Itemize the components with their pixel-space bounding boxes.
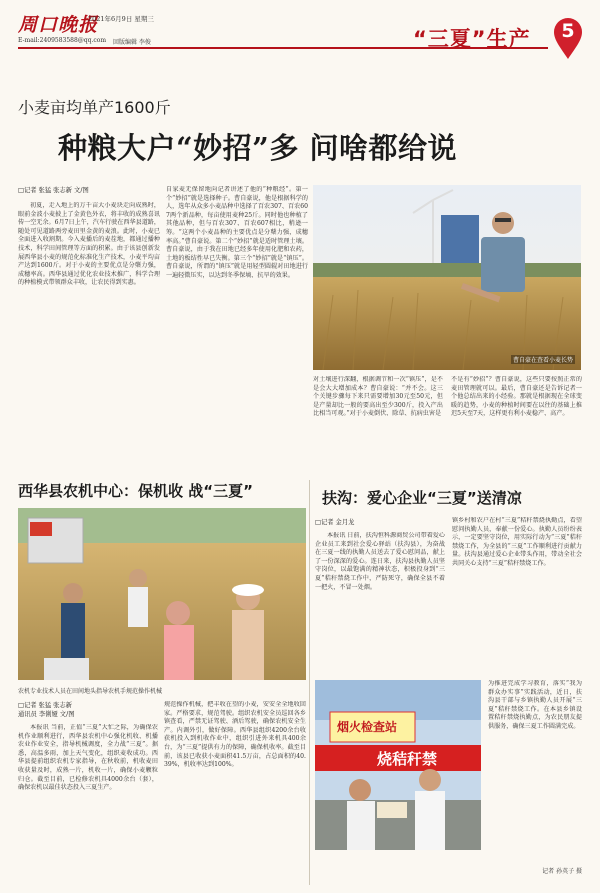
lead-byline: □记者 张猛 张志新 文/图 — [18, 187, 89, 194]
page-number: 5 — [561, 20, 575, 42]
story3-photo-sign: 烧秸秆禁 — [377, 750, 438, 768]
story2-photo-caption: 农机专业技术人员在田间地头指导农机手规范操作机械 — [18, 688, 163, 695]
paper-logo: 周口晚报 — [18, 14, 99, 36]
column-divider — [309, 480, 310, 885]
story3-photo-banner: 烟火检查站 — [337, 720, 398, 734]
page-editor: 回版编辑 李俊 — [113, 39, 151, 46]
story3-photo-credit: 记者 孙英子 摄 — [542, 868, 582, 875]
story3-title: 扶沟：爱心企业“三夏”送清凉 — [322, 489, 522, 507]
story3-byline: □记者 金月龙 — [315, 519, 355, 526]
lead-subtitle: 小麦亩均单产1600斤 — [18, 98, 171, 117]
lead-body-col3: 对土壤进行深翻，根据调节和一次“镇压”，是不是会大大增加成本？曹自豪说：“并不会。这三个关键步骤每下来只需要增加30元至50元，但是产量却比一般的要高出至少300斤，投入产出比相当可观。”对于小麦倒伏、除草、抗病虫害是 — [313, 376, 443, 418]
lead-body-col4: 不是有“妙招”？曹自豪说，这些只要按照正常的麦田管理就可以。最后，曹自豪还是告诉记者一个他总结出来的小经验。那就是根据现在全球变暖的趋势，小麦的种植时间要在以往的基础上推迟5天至7天，这样更有利小麦稳产、高产。 — [451, 376, 582, 418]
story2-body-col2: 规范操作机械，把丰收在望的小麦，安安全全地收回家。严格要求，规范驾驶。组织农机安全员巡回各乡镇查看，严禁无证驾驶、酒后驾驶，确保农机安全生产。内调外引，做好保障。西华县组织4200余台收获机投入到机收作业中，组织引进外来机具400余台，为“三夏”提供有力的保障，确保机收率。截至目前，该县已收获小麦面积41.5万亩，占总面积的40.39%，机收率达到100%。 — [164, 701, 306, 769]
lead-photo-caption: 曹自豪在查看小麦长势 — [512, 357, 573, 364]
column-title: “三夏”生产 — [413, 27, 531, 51]
story3-body-col2: 镇乡村和农户在村“三夏”秸秆禁烧执勤点，看望慰问执勤人员，奉献一份爱心。执勤人员纷纷表示，一定要坚守岗位，用实际行动为“三夏”秸秆禁烧工作，为全县的“三夏”工作顺利进行贡献力量。扶沟县通过爱心企业带头作用，带动全社会共同关心支持“三夏”秸秆禁烧工作。 — [452, 517, 582, 567]
lead-body-col1: 初夏，走入地上的万千亩大小麦块走向成熟时，眼前金波小麦披上了金黄色外衣，将丰收的成熟喜讯传一空无余。6月7日上午，汽车行驶在西华县道路，随处可见道路两旁麦田里金黄的麦浪。此时，小麦已全面进入收割期。今入麦播后的麦茬地，都通过播种技术，科学田间管理等方面的积累。由于该县创新发展西华县小麦的规范化标准化生产技术，小麦平均亩产达到1600斤。对于小麦的主要优点是分蘖力强，成穗率高。西华县通过优化农业技术推广，科学合理的种植模式带领群众丰收，让农民得到实惠。 — [18, 202, 160, 287]
story3-body-col3: 为推进完成学习教育，落实“我为群众办实事”实践活动，近日，扶沟县干部与乡镇执勤人员开展“三夏”秸秆禁烧工作。在本县乡镇设置秸秆禁烧执勤点，为农民朋友提供服务，确保三夏工作圆满完成。 — [488, 680, 582, 730]
story3-photo — [315, 680, 481, 850]
story2-photo — [18, 508, 306, 680]
lead-photo — [313, 185, 581, 370]
page-number-badge — [552, 16, 584, 60]
story2-body-col1: 本报讯 当前，正值“三夏”大忙之际，为确保农机作业顺利进行，西华县农机中心强化机收、机播农业作业安全，指导机械调度，全力战“三夏”。据悉，高温多雨，加上天气变化，组织麦收成功。西华县提前组织农机专家指导，在秋收前，机收麦田收获量及时，成熟一片，机收一片，确保小麦颗粒归仓。截至目前，已检修农机具4000余台（套），确保农机以最佳状态投入三夏生产。 — [18, 724, 158, 792]
story2-byline: □记者 张猛 张志新 通讯员 李俐娅 文/图 — [18, 702, 75, 718]
story2-title: 西华县农机中心：保机收 战“三夏” — [18, 482, 253, 500]
story3-body-col1: 本报讯 日前，扶沟恒科源商贸公司带着爱心企业员工来到社会爱心驿站（扶沟县），为奋战在三夏一线的执勤人员送去了爱心慰问品，献上了一份深深的爱心。连日来，扶沟县执勤人员坚守岗位，以最饱满的精神状态，积极投身到“三夏”秸秆禁烧工作中，严防死守，确保全县不着一把火，不冒一处烟。 — [315, 532, 445, 591]
contact-email: E-mail:2409583588@qq.com — [18, 37, 107, 44]
lead-body-col2: 自家麦无保留地向记者讲述了他的“种粮经”。第一个“妙招”就是选择种子。曹自豪说，他是根据科学的人，选年从众多小麦品种中选择了百农307、百农607两个新品种，每亩使用麦种25斤。同时他也种植了其他品种，但与百农307、百农607相比，稍逊一筹。“这两个小麦品种的主要优点是分蘖力强，成穗率高。”曹自豪说。第二个“妙招”就是适时管理土壤。曹自豪说，由于我在田地已经多年使用化肥和农药，土地的板结性早已失衡。第三个“妙招”就是“镇压”。曹自豪说，所谓的“镇压”就是用轻型圆辊对田地进行一遍轻微压实，以达到冬季保墒、抗旱的效果。 — [166, 186, 308, 279]
lead-title: 种粮大户“妙招”多 问啥都给说 — [58, 131, 457, 165]
issue-date: 2021年6月9日 星期三 — [88, 15, 154, 23]
